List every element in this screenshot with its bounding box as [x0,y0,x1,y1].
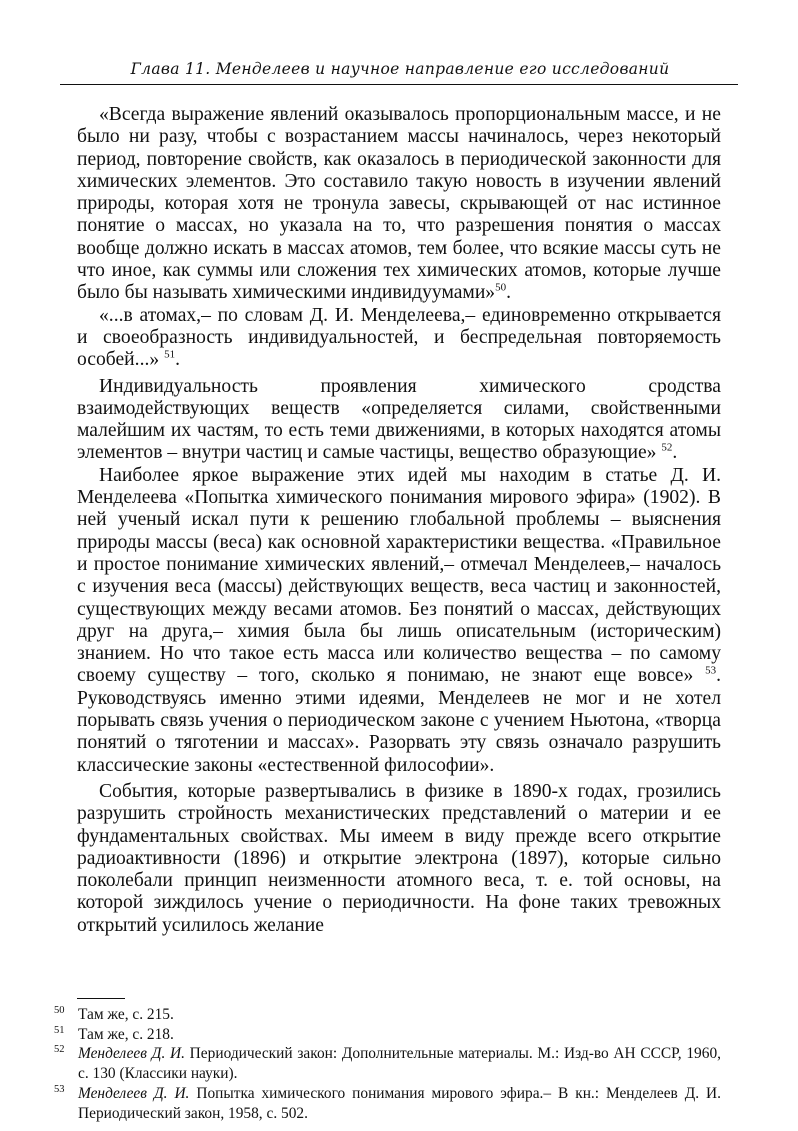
footnote-author: Менделеев Д. И. [78,1045,185,1063]
paragraph-text: «Всегда выражение явлений оказывалось пропорциональным массе, и не было ни разу, чтобы с возрастанием массы начиналось, через некоторый период, повторение свойств, как оказалось в периодической законности для химических элементов. Это составило такую новость в изучении явлений природы, которая хотя не тронула завесы, скрывающей от нас истинное понятие о массах, но указала на то, что разрешения понятия о массах вообще должно искать в массах атомов, тем более, что всякие массы суть не что иное, как суммы или сложения тех химических атомов, которые лучше было бы называть химическими индивидуумами» [77,104,721,304]
footnote-text: Там же, с. 215. [78,1006,174,1023]
footnote-ref: 51 [164,348,176,361]
footnote-text: Там же, с. 218. [78,1025,174,1043]
footnote [54,1005,721,1025]
footnote [54,1083,722,1123]
main-text [77,104,721,937]
paragraph-text: Индивидуальность проявления химического сродства взаимодействующих веществ «определяется силами, свойственными малейшим их частям, то есть теми движениями, в которых находятся атомы элементов – внутри частиц и самые частицы, вещество образующие» [77,375,721,464]
header-rule [60,84,738,85]
paragraph-text: События, которые развертывались в физике в 1890-х годах, грозились разрушить стройность механистических представлений о материи и ее фундаментальных свойствах. Мы имеем в виду прежде всего открытие радиоактивности (1896) и открытие электрона (1897), которые сильно поколебали принцип неизменности атомного веса, т. е. той основы, на которой зиждилось учение о периодичности. На фоне таких тревожных открытий усилилось желание [77,780,721,936]
footnote-text: Попытка химического понимания мирового эфира.– В кн.: Менделеев Д. И. Периодический закон, 1958, с. 502. [78,1084,722,1122]
paragraph-5 [77,781,721,937]
footnote-ref: 53 [705,664,717,677]
footnote-number: 52 [54,1044,65,1056]
footnote-text: Периодический закон: Дополнительные материалы. М.: Изд-во АН СССР, 1960, с. 130 (Классики науки). [78,1045,721,1083]
paragraph-tail: . [506,282,512,304]
footnote-number: 50 [54,1005,65,1016]
footnotes [54,1005,722,1123]
footnote-ref: 52 [661,441,673,454]
footnote [54,1044,721,1083]
footnote-body [78,1005,721,1025]
running-title: Глава 11. Менделеев и научное направление его исследований [130,60,670,78]
footnote-body [78,1084,721,1123]
paragraph-tail: . [175,349,180,371]
paragraph-2 [77,305,721,372]
paragraph-3 [77,376,721,465]
paragraph-text: Наиболее яркое выражение этих идей мы находим в статье Д. И. Менделеева «Попытка химического понимания мирового эфира» (1902). В ней ученый искал пути к решению глобальной проблемы – выяснения природы массы (веса) как основной характеристики вещества. «Правильное и простое понимание химических явлений,– отмечал Менделеев,– началось с изучения веса (массы) действующих веществ, веса частиц и законностей, существующих между весами атомов. Без понятий о массах, действующих друг на друга,– химия была бы лишь описательным (историческим) знанием. Но что такое есть масса или количество вещества – по самому своему существу – того, сколько я понимаю, не знают еще вовсе» [77,464,721,687]
footnote-number: 51 [54,1024,65,1036]
footnote-rule [77,998,125,999]
footnote-body [78,1025,721,1045]
footnote-ref: 50 [495,281,507,294]
paragraph-4 [77,465,721,777]
footnote-number: 53 [54,1083,65,1095]
footnote-body [78,1044,721,1083]
footnote [54,1024,721,1045]
paragraph-1 [77,104,721,305]
paragraph-tail: . Руководствуясь именно этими идеями, Менделеев не мог и не хотел порывать связь учения о периодическом законе с учением Ньютона, «творца понятий о тяготении и массах». Разорвать эту связь означало разрушить классические законы «естественной философии». [77,665,721,776]
paragraph-tail: . [672,442,678,464]
paragraph-text: «...в атомах,– по словам Д. И. Менделеева,– единовременно открывается и своеобразность индивидуальностей, и беспредельная повторяемость особей...» [77,304,721,371]
footnote-author: Менделеев Д. И. [78,1084,190,1102]
